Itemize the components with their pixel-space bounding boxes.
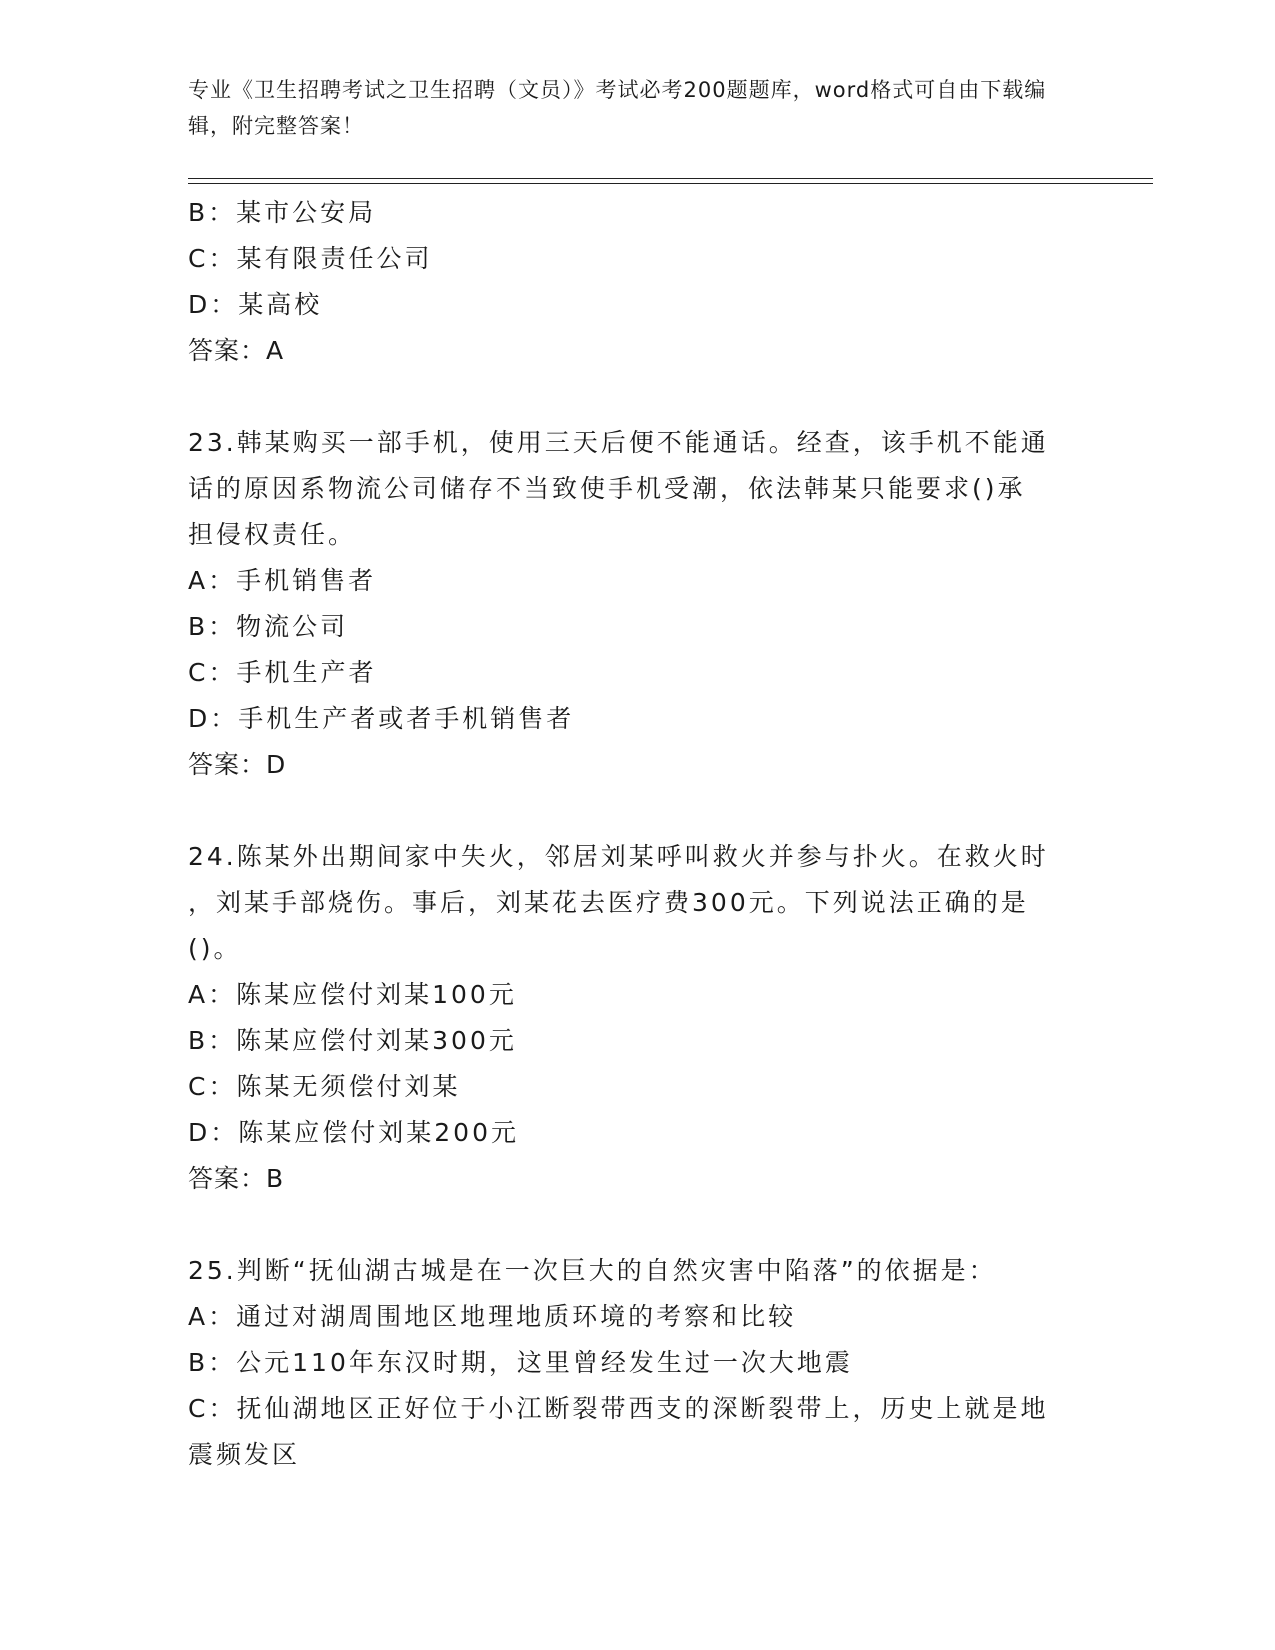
question-text-line: 23.韩某购买一部手机，使用三天后便不能通话。经查，该手机不能通 [188, 428, 1049, 457]
option-a: A：手机销售者 [188, 566, 377, 595]
option-c: C：某有限责任公司 [188, 244, 433, 273]
spacer [188, 374, 1078, 420]
option-c: C：手机生产者 [188, 658, 377, 687]
question-text-line: ()。 [188, 934, 242, 963]
option-b: B：某市公安局 [188, 198, 377, 227]
option-a: A：通过对湖周围地区地理地质环境的考察和比较 [188, 1302, 797, 1331]
answer-line: 答案：A [188, 336, 285, 365]
question-content [188, 190, 1078, 1478]
header-rule-bottom [188, 183, 1153, 184]
answer-line: 答案：D [188, 750, 287, 779]
spacer [188, 788, 1078, 834]
option-c-continued: 震频发区 [188, 1440, 301, 1469]
spacer [188, 1202, 1078, 1248]
option-c: C：陈某无须偿付刘某 [188, 1072, 461, 1101]
question-text-line: 25.判断“抚仙湖古城是在一次巨大的自然灾害中陷落”的依据是： [188, 1256, 997, 1285]
question-text-line: 话的原因系物流公司储存不当致使手机受潮，依法韩某只能要求()承 [188, 474, 1026, 503]
option-a: A：陈某应偿付刘某100元 [188, 980, 517, 1009]
question-25 [188, 1248, 1078, 1478]
option-d: D：某高校 [188, 290, 323, 319]
option-b: B：公元110年东汉时期，这里曾经发生过一次大地震 [188, 1348, 853, 1377]
answer-line: 答案：B [188, 1164, 285, 1193]
option-d: D：陈某应偿付刘某200元 [188, 1118, 519, 1147]
question-24 [188, 834, 1078, 1202]
question-text-line: 担侵权责任。 [188, 520, 357, 549]
option-c: C：抚仙湖地区正好位于小江断裂带西支的深断裂带上，历史上就是地 [188, 1394, 1049, 1423]
option-b: B：物流公司 [188, 612, 349, 641]
question-text-line: 24.陈某外出期间家中失火，邻居刘某呼叫救火并参与扑火。在救火时 [188, 842, 1049, 871]
question-text-line: ，刘某手部烧伤。事后，刘某花去医疗费300元。下列说法正确的是 [188, 888, 1029, 917]
option-b: B：陈某应偿付刘某300元 [188, 1026, 517, 1055]
option-d: D：手机生产者或者手机销售者 [188, 704, 575, 733]
previous-question-block [188, 190, 1078, 374]
document-header: 专业《卫生招聘考试之卫生招聘（文员）》考试必考200题题库，word格式可自由下载编辑，附完整答案！ [188, 78, 1047, 138]
question-23 [188, 420, 1078, 788]
header-rule-top [188, 178, 1153, 179]
